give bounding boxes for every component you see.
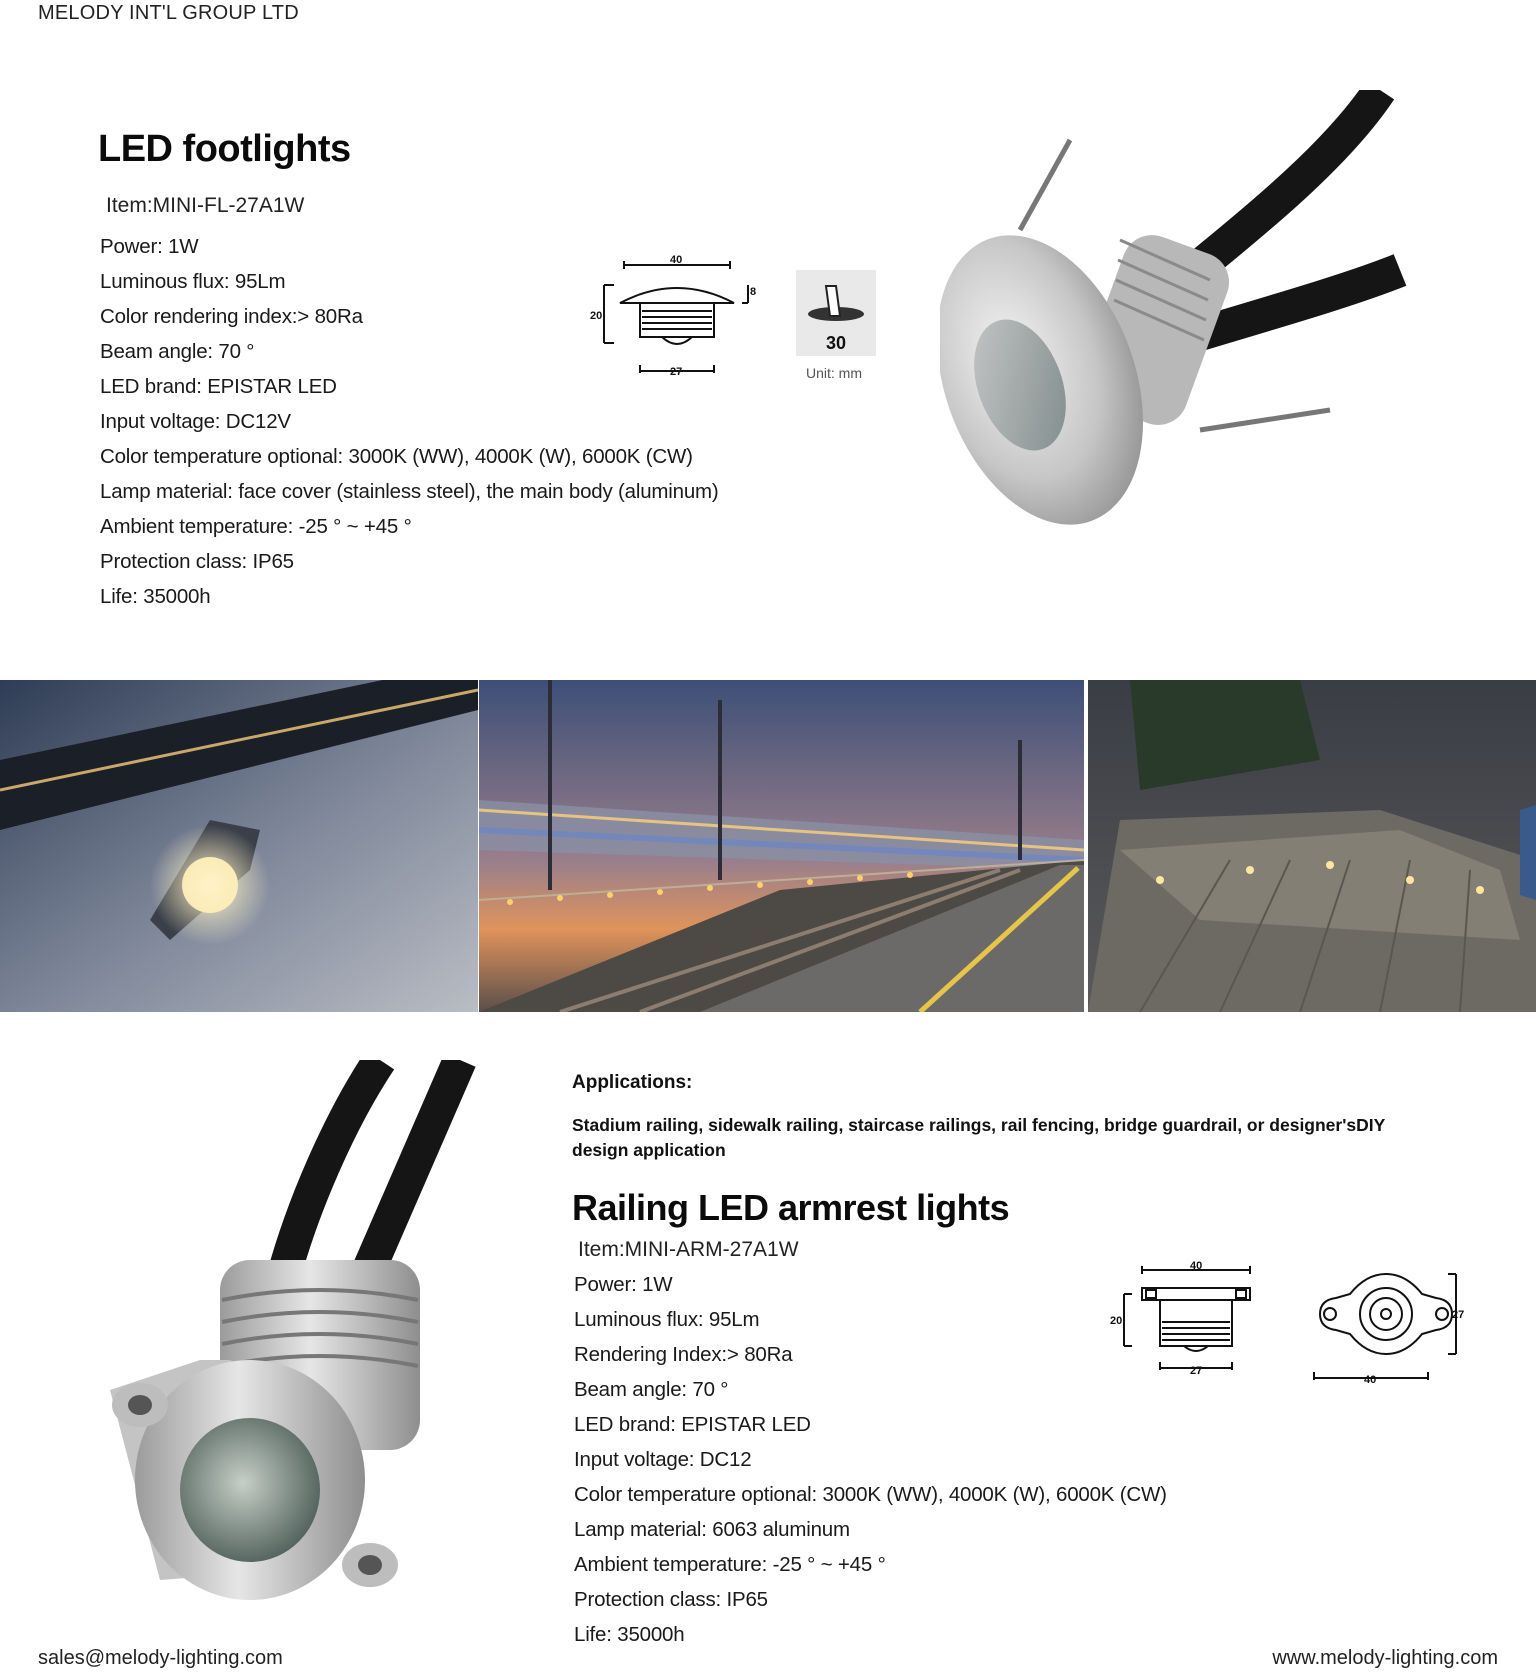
spec-item: Rendering Index:> 80Ra: [574, 1343, 793, 1366]
spec-item: Protection class: IP65: [100, 550, 294, 573]
railway-platform-photo: [479, 680, 1084, 1012]
footer-email: sales@melody-lighting.com: [38, 1647, 283, 1669]
product2-title: Railing LED armrest lights: [572, 1187, 1010, 1228]
armrest-side-dimension-diagram: [1110, 1260, 1260, 1380]
dim-height-label: 20: [590, 310, 603, 322]
footlight-dimension-diagram: [590, 255, 770, 385]
spec-item: Luminous flux: 95Lm: [574, 1308, 760, 1331]
spec-item: Beam angle: 70 °: [574, 1378, 729, 1401]
spec-item: Life: 35000h: [574, 1623, 685, 1646]
spec-item: Beam angle: 70 °: [100, 340, 255, 363]
product2-item-code: Item:MINI-ARM-27A1W: [578, 1238, 799, 1261]
dim-base-label: 27: [1190, 1365, 1203, 1377]
application-photo-strip: [0, 680, 1536, 1012]
applications-text: Stadium railing, sidewalk railing, staircase railings, rail fencing, bridge guardrail, or designer'sDIY design application: [572, 1115, 1385, 1160]
dim-height-label: 20: [1110, 1315, 1123, 1327]
spec-item: Input voltage: DC12: [574, 1448, 752, 1471]
dim-top-label: 8: [750, 286, 757, 298]
company-name: MELODY INT'L GROUP LTD: [38, 2, 299, 24]
spec-item: Color temperature optional: 3000K (WW), 4000K (W), 6000K (CW): [574, 1483, 1167, 1506]
dim-base-label: 27: [670, 366, 683, 378]
spec-item: LED brand: EPISTAR LED: [574, 1413, 811, 1436]
garden-deck-photo: [1088, 680, 1536, 1012]
dim-front-width-label: 40: [1364, 1374, 1377, 1386]
spec-item: Power: 1W: [574, 1273, 673, 1296]
spec-item: Color temperature optional: 3000K (WW), 4000K (W), 6000K (CW): [100, 445, 693, 468]
spec-item: Input voltage: DC12V: [100, 410, 291, 433]
spec-item: Ambient temperature: -25 ° ~ +45 °: [100, 515, 412, 538]
footer-website: www.melody-lighting.com: [1272, 1647, 1498, 1669]
product1-item-code: Item:MINI-FL-27A1W: [106, 194, 305, 217]
spec-item: Lamp material: 6063 aluminum: [574, 1518, 850, 1541]
spec-item: Protection class: IP65: [574, 1588, 768, 1611]
spec-item: Color rendering index:> 80Ra: [100, 305, 363, 328]
dim-front-height-label: 27: [1452, 1309, 1465, 1321]
spec-item: Life: 35000h: [100, 585, 211, 608]
cutout-size-label: 30: [825, 333, 847, 353]
spec-item: Ambient temperature: -25 ° ~ +45 °: [574, 1553, 886, 1576]
spec-item: Luminous flux: 95Lm: [100, 270, 286, 293]
product2-spec-list: [574, 1267, 1167, 1652]
armrest-front-dimension-diagram: [1306, 1268, 1466, 1392]
cutout-icon: [796, 270, 876, 356]
dim-width-label: 40: [670, 255, 683, 266]
spec-item: Power: 1W: [100, 235, 199, 258]
unit-label: Unit: mm: [806, 365, 862, 381]
railing-closeup-photo: [0, 680, 478, 1012]
spec-item: LED brand: EPISTAR LED: [100, 375, 337, 398]
dim-width-label: 40: [1190, 1260, 1203, 1272]
product1-title: LED footlights: [98, 128, 351, 170]
spec-item: Lamp material: face cover (stainless steel), the main body (aluminum): [100, 480, 719, 503]
armrest-light-product-photo: [90, 1060, 510, 1620]
applications-heading: Applications:: [572, 1072, 693, 1093]
footlight-product-photo: [940, 90, 1410, 580]
